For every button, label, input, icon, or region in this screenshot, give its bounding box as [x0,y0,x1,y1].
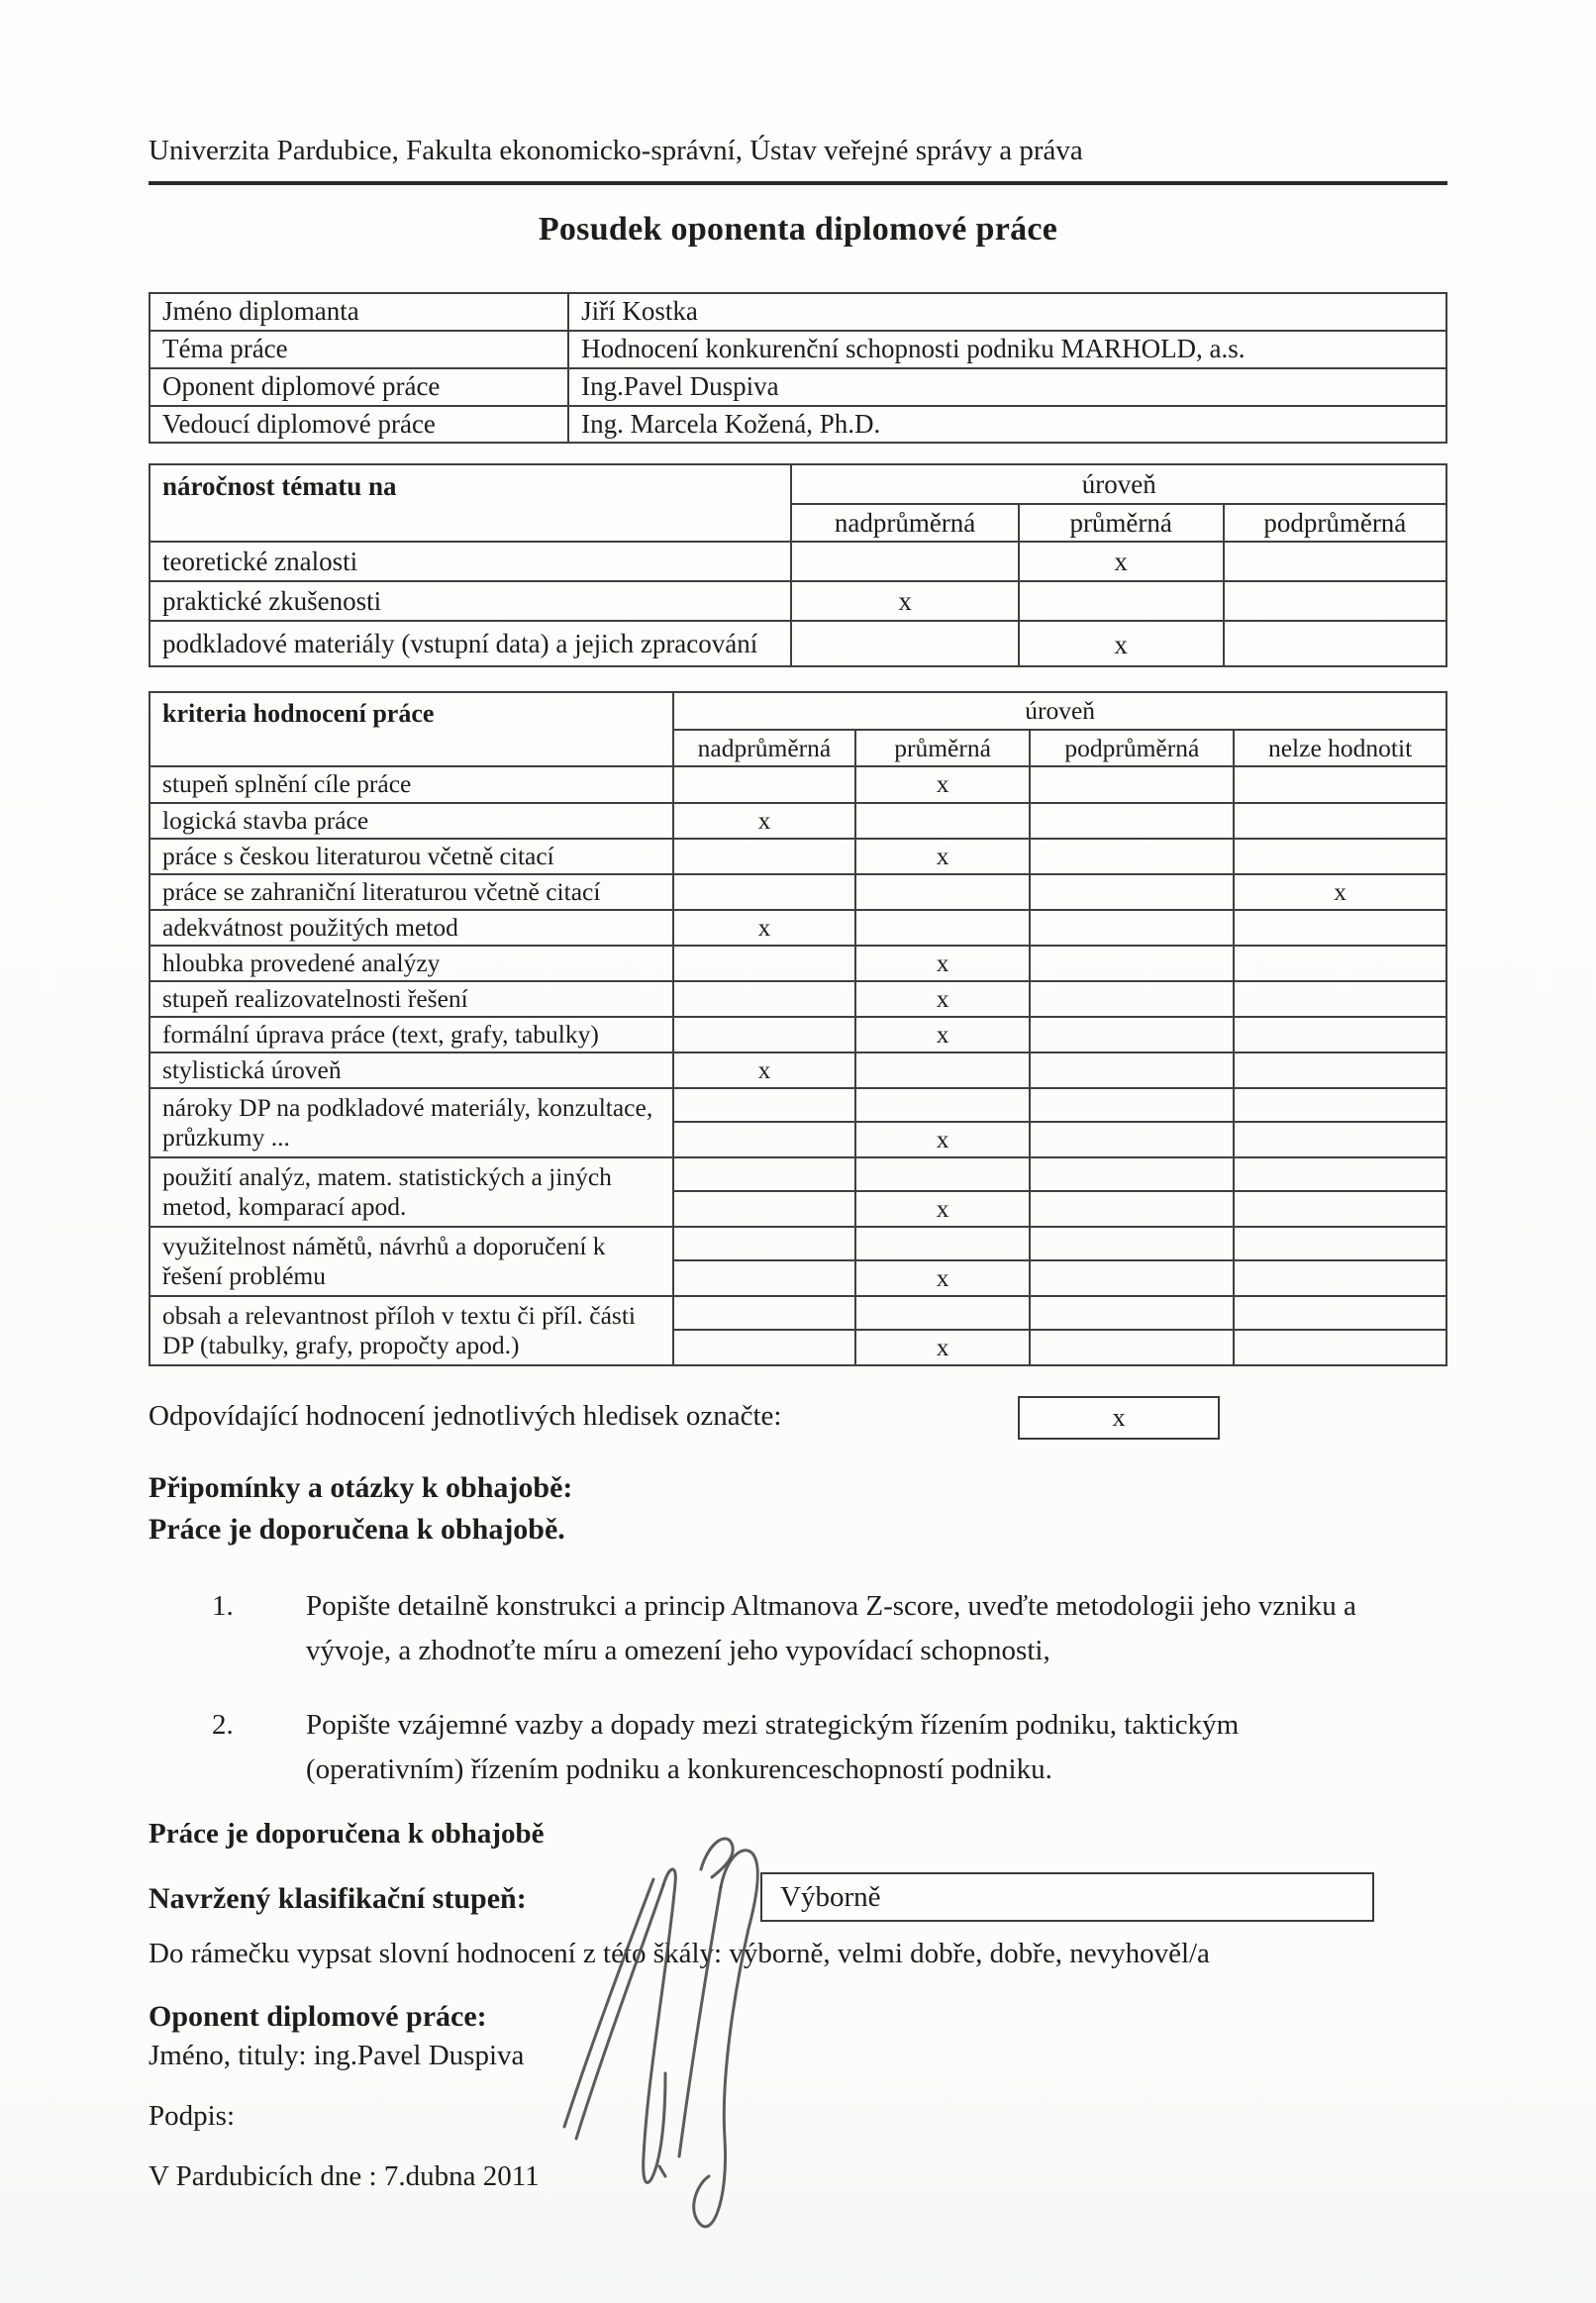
table-row [150,839,1446,874]
summary-mark-box: x [1018,1396,1220,1440]
question-number: 1. [212,1590,234,1623]
question-item [149,1584,1447,1673]
mark-cell [1224,621,1446,666]
row-label: Téma práce [150,331,568,368]
mark-cell [1234,803,1446,839]
table-row [150,293,1446,331]
mark-cell [1030,1017,1234,1052]
column-header: průměrná [855,730,1031,766]
mark-cell: x [855,1191,1031,1227]
mark-cell [1030,946,1234,981]
empty-cell [1030,1088,1234,1122]
mark-cell [673,766,854,802]
empty-cell [673,1088,854,1122]
row-label: stylistická úroveň [150,1052,673,1088]
mark-cell [673,839,854,874]
mark-cell [1234,766,1446,802]
row-label: logická stavba práce [150,803,673,839]
mark-cell [673,1330,854,1365]
row-value: Ing. Marcela Kožená, Ph.D. [568,406,1446,444]
final-recommendation: Práce je doporučena k obhajobě [149,1818,545,1851]
table-row [150,1296,1446,1330]
row-value: Jiří Kostka [568,293,1446,331]
column-header: průměrná [1019,504,1224,542]
empty-cell [855,1296,1031,1330]
empty-cell [673,1157,854,1191]
row-label: práce se zahraniční literaturou včetně citací [150,874,673,910]
table-row [150,910,1446,946]
table-header: náročnost tématu na [150,464,791,542]
mark-cell [855,1052,1031,1088]
opponent-heading: Oponent diplomové práce: [149,2000,487,2034]
mark-cell [1234,1122,1446,1157]
table-row [150,406,1446,444]
mark-cell [1030,1260,1234,1296]
mark-cell [673,946,854,981]
mark-cell [1234,981,1446,1017]
mark-cell: x [1019,542,1224,581]
empty-cell [1234,1157,1446,1191]
mark-cell [1234,910,1446,946]
mark-cell [1030,1122,1234,1157]
table-row [150,542,1446,581]
mark-cell [673,1017,854,1052]
summary-label: Odpovídající hodnocení jednotlivých hledisek označte: [149,1400,782,1433]
table-row [150,874,1446,910]
empty-cell [1030,1157,1234,1191]
row-label: nároky DP na podkladové materiály, konzultace, průzkumy ... [150,1088,673,1157]
mark-cell [1030,839,1234,874]
table-row [150,1157,1446,1191]
mark-cell [1234,1260,1446,1296]
mark-cell [1234,1052,1446,1088]
mark-cell [855,874,1031,910]
place-date-line: V Pardubicích dne : 7.dubna 2011 [149,2160,540,2193]
mark-cell [1019,581,1224,621]
mark-cell [855,910,1031,946]
mark-cell [1224,542,1446,581]
row-value: Ing.Pavel Duspiva [568,368,1446,406]
mark-cell [1030,1052,1234,1088]
mark-cell: x [855,1017,1031,1052]
grade-value-box: Výborně [760,1872,1374,1922]
mark-cell [1030,981,1234,1017]
table-row [150,946,1446,981]
empty-cell [855,1157,1031,1191]
criteria-table [149,691,1447,1366]
mark-cell [1030,874,1234,910]
page-title: Posudek oponenta diplomové práce [538,211,1058,248]
row-label: hloubka provedené analýzy [150,946,673,981]
mark-cell [1030,910,1234,946]
row-label: použití analýz, matem. statistických a jiných metod, komparací apod. [150,1157,673,1227]
row-label: adekvátnost použitých metod [150,910,673,946]
table-row [150,981,1446,1017]
table-row [150,766,1446,802]
row-label: formální úprava práce (text, grafy, tabulky) [150,1017,673,1052]
column-header: nadprůměrná [791,504,1018,542]
mark-cell [673,1191,854,1227]
table-header-row [150,464,1446,504]
mark-cell [673,981,854,1017]
row-label: práce s českou literaturou včetně citací [150,839,673,874]
mark-cell [1234,1330,1446,1365]
table-row [150,803,1446,839]
row-label: stupeň realizovatelnosti řešení [150,981,673,1017]
empty-cell [1234,1296,1446,1330]
mark-cell: x [855,1260,1031,1296]
page-content [149,0,1447,2193]
table-row [150,1088,1446,1122]
row-label: obsah a relevantnost příloh v textu či příl. části DP (tabulky, grafy, propočty apod.) [150,1296,673,1365]
mark-cell: x [791,581,1018,621]
mark-cell: x [673,803,854,839]
summary-row [149,1400,1447,1446]
thesis-info-table [149,292,1447,444]
column-header: podprůměrná [1030,730,1234,766]
table-row [150,581,1446,621]
table-header-row [150,692,1446,730]
topic-difficulty-table [149,463,1447,667]
mark-cell [1224,581,1446,621]
university-header: Univerzita Pardubice, Fakulta ekonomicko-správní, Ústav veřejné správy a práva [149,135,1447,185]
level-header: úroveň [673,692,1446,730]
level-header: úroveň [791,464,1446,504]
column-header: nadprůměrná [673,730,854,766]
empty-cell [673,1296,854,1330]
question-text: Popište detailně konstrukci a princip Altmanova Z-score, uveďte metodologii jeho vzniku a vývoje, a zhodnoťte míru a omezení jeho vypovídací schopnosti, [306,1590,1356,1667]
empty-cell [855,1227,1031,1260]
mark-cell [791,621,1018,666]
row-label: teoretické znalosti [150,542,791,581]
empty-cell [855,1088,1031,1122]
row-value: Hodnocení konkurenční schopnosti podniku MARHOLD, a.s. [568,331,1446,368]
row-label: Jméno diplomanta [150,293,568,331]
row-label: podkladové materiály (vstupní data) a jejich zpracování [150,621,791,666]
mark-cell [1234,1017,1446,1052]
mark-cell: x [673,910,854,946]
row-label: Vedoucí diplomové práce [150,406,568,444]
empty-cell [1030,1227,1234,1260]
mark-cell: x [1019,621,1224,666]
mark-cell [1234,1191,1446,1227]
mark-cell: x [855,981,1031,1017]
mark-cell [673,1260,854,1296]
mark-cell: x [1234,874,1446,910]
table-row [150,1227,1446,1260]
mark-cell [855,803,1031,839]
mark-cell: x [855,1330,1031,1365]
mark-cell [1030,803,1234,839]
empty-cell [1234,1227,1446,1260]
mark-cell: x [855,766,1031,802]
table-row [150,1052,1446,1088]
comments-heading: Připomínky a otázky k obhajobě: [149,1471,573,1505]
empty-cell [1030,1296,1234,1330]
column-header: podprůměrná [1224,504,1446,542]
mark-cell [673,1122,854,1157]
mark-cell [1030,1191,1234,1227]
mark-cell: x [855,946,1031,981]
mark-cell [791,542,1018,581]
question-item [149,1703,1447,1792]
mark-cell [673,874,854,910]
mark-cell: x [673,1052,854,1088]
table-row [150,368,1446,406]
recommendation-statement: Práce je doporučena k obhajobě. [149,1513,565,1547]
empty-cell [673,1227,854,1260]
table-header: kriteria hodnocení práce [150,692,673,766]
table-row [150,621,1446,666]
column-header: nelze hodnotit [1234,730,1446,766]
mark-cell [1234,946,1446,981]
mark-cell: x [855,1122,1031,1157]
grade-scale-note: Do rámečku vypsat slovní hodnocení z této škály: výborně, velmi dobře, dobře, nevyhověl/a [149,1938,1210,1970]
row-label: praktické zkušenosti [150,581,791,621]
mark-cell [1030,1330,1234,1365]
row-label: využitelnost námětů, návrhů a doporučení k řešení problému [150,1227,673,1296]
empty-cell [1234,1088,1446,1122]
table-row [150,331,1446,368]
question-number: 2. [212,1709,234,1742]
row-label: stupeň splnění cíle práce [150,766,673,802]
grade-row [149,1874,1447,1926]
question-text: Popište vzájemné vazby a dopady mezi strategickým řízením podniku, taktickým (operativním) řízením podniku a konkurenceschopností podniku. [306,1709,1240,1786]
row-label: Oponent diplomové práce [150,368,568,406]
table-row [150,1017,1446,1052]
opponent-name-line: Jméno, tituly: ing.Pavel Duspiva [149,2040,525,2072]
mark-cell [1030,766,1234,802]
grade-label: Navržený klasifikační stupeň: [149,1882,527,1916]
mark-cell: x [855,839,1031,874]
signature-label: Podpis: [149,2100,236,2133]
mark-cell [1234,839,1446,874]
